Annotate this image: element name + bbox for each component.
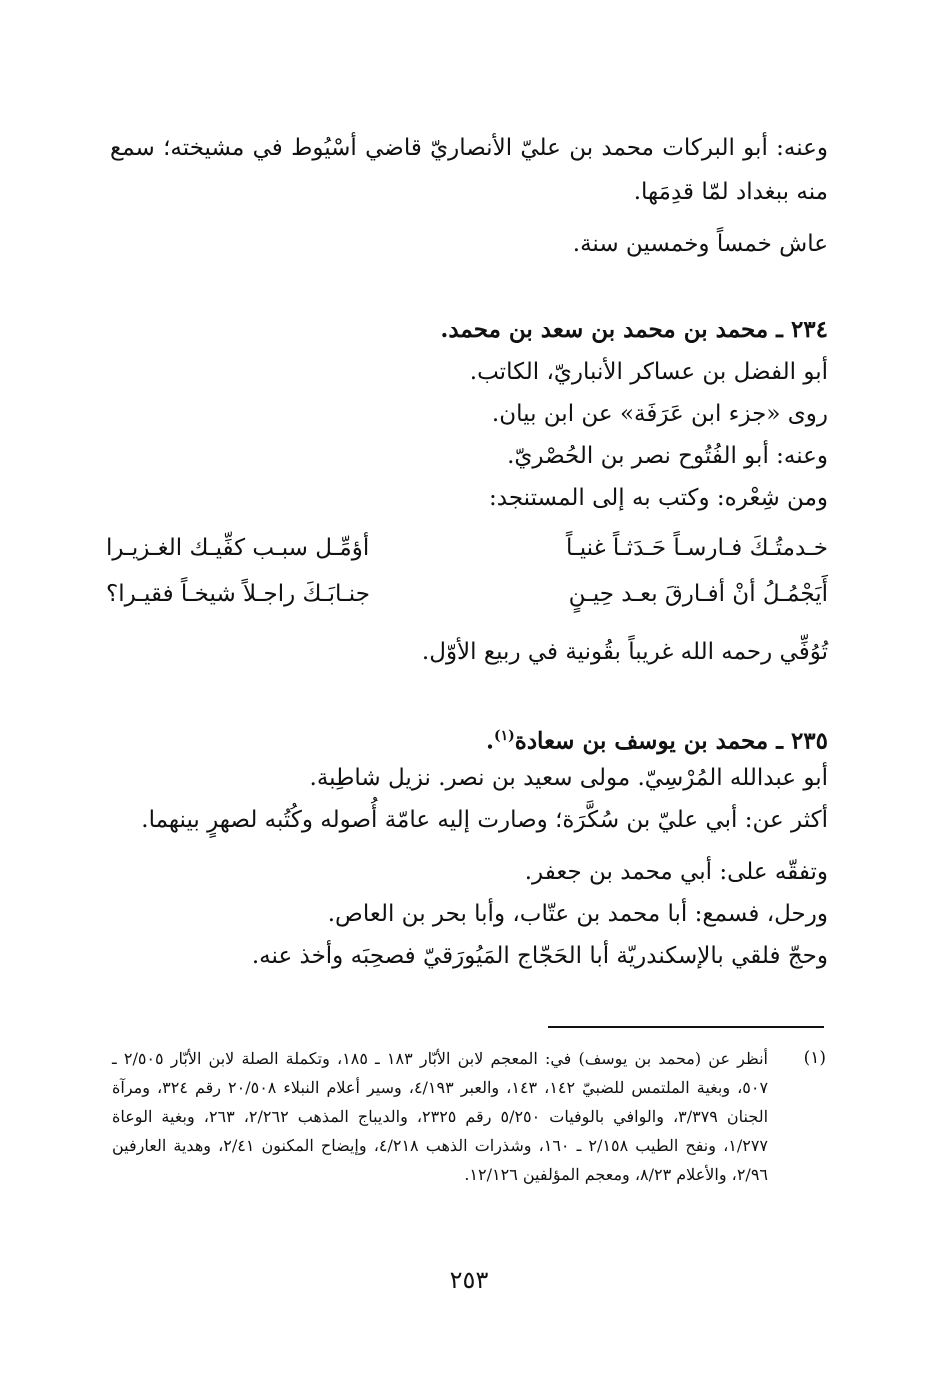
entry-234-line-2: روى «جزء ابن عَرَفَة» عن ابن بيان. bbox=[491, 401, 828, 427]
verse-2-second-hemistich: جنـابَـكَ راجـلاً شيخـاً فقيـرا؟ bbox=[106, 581, 370, 607]
paragraph-narrators: وعنه: أبو البركات محمد بن عليّ الأنصاريّ قاضي أسْيُوط في مشيخته؛ سمع منه ببغداد لمّا قدِمَها. bbox=[110, 135, 828, 205]
entry-235-heading bbox=[110, 716, 828, 762]
footnote-number: (١) bbox=[803, 1048, 826, 1068]
entry-235-line-1: أبو عبدالله المُرْسِيّ. مولى سعيد بن نصر. نزيل شاطِبة. bbox=[309, 765, 828, 791]
footnote-text: أنظر عن (محمد بن يوسف) في: المعجم لابن الأبّار ١٨٣ ـ ١٨٥، وتكملة الصلة لابن الأبّار ٢/٥٠٥ ـ ٥٠٧، وبغية الملتمس للضبيّ ١٤٢، ١٤٣، والعبر ٤/١٩٣، وسير أعلام النبلاء ٢٠/٥٠٨ رقم ٣٢٤، ومرآة الجنان ٣/٣٧٩، والوافي بالوفيات ٥/٢٥٠ رقم ٢٣٢٥، والديباج المذهب ٢/٢٦٢، ٢٦٣، وبغية الوعاة ١/٢٧٧، ونفح الطيب ٢/١٥٨ ـ ١٦٠، وشذرات الذهب ٤/٢١٨، وإيضاح المكنون ٢/٤١، وهدية العارفين ٢/٩٦، والأعلام ٨/٢٣، ومعجم المؤلفين ١٢/١٢٦. bbox=[112, 1049, 769, 1184]
footnote-ref: (١) bbox=[493, 728, 515, 744]
footnote-divider bbox=[548, 1026, 824, 1028]
verse-1-first-hemistich: خـدمتُـكَ فـارسـاً حَـدَثـاً غنيـاً bbox=[565, 535, 828, 561]
entry-234-line-3: وعنه: أبو الفُتُوح نصر بن الحُصْريّ. bbox=[507, 443, 828, 469]
paragraph-lifespan: عاش خمساً وخمسين سنة. bbox=[572, 231, 828, 257]
verse-2-first-hemistich: أَيَجْمُـلُ أنْ أفـارقَ بعـد حِيـنٍ bbox=[568, 581, 828, 607]
entry-235-line-3: وتفقّه على: أبي محمد بن جعفر. bbox=[524, 859, 828, 885]
entry-234-death: تُوُفِّي رحمه الله غريباً بقُونية في ربيع الأوّل. bbox=[421, 639, 828, 665]
entry-234-line-4: ومن شِعْره: وكتب به إلى المستنجد: bbox=[489, 485, 828, 511]
verse-1-second-hemistich: أؤمِّـل سبـب كفِّيـك الغـزيـرا bbox=[106, 535, 370, 561]
poem-verse-2 bbox=[106, 574, 828, 614]
page-number: ٢٥٣ bbox=[449, 1266, 489, 1294]
entry-235-line-2: أكثر عن: أبي عليّ بن سُكَّرَة؛ وصارت إليه عامّة أُصوله وكُتُبه لصهرٍ بينهما. bbox=[141, 807, 828, 833]
poem-verse-1 bbox=[106, 528, 828, 568]
entry-235-line-5: وحجّ فلقي بالإسكندريّة أبا الحَجّاج المَيُورَقيّ فصحِبَه وأخذ عنه. bbox=[251, 943, 828, 969]
entry-234-heading: ٢٣٤ ـ محمد بن محمد بن سعد بن محمد. bbox=[440, 316, 828, 343]
entry-235-line-4: ورحل، فسمع: أبا محمد بن عتّاب، وأبا بحر بن العاص. bbox=[327, 901, 828, 927]
entry-235-heading-text: ٢٣٥ ـ محمد بن يوسف بن سعادة bbox=[514, 727, 828, 755]
entry-235-heading-period: . bbox=[485, 727, 494, 755]
entry-234-line-1: أبو الفضل بن عساكر الأنباريّ، الكاتب. bbox=[469, 359, 828, 385]
